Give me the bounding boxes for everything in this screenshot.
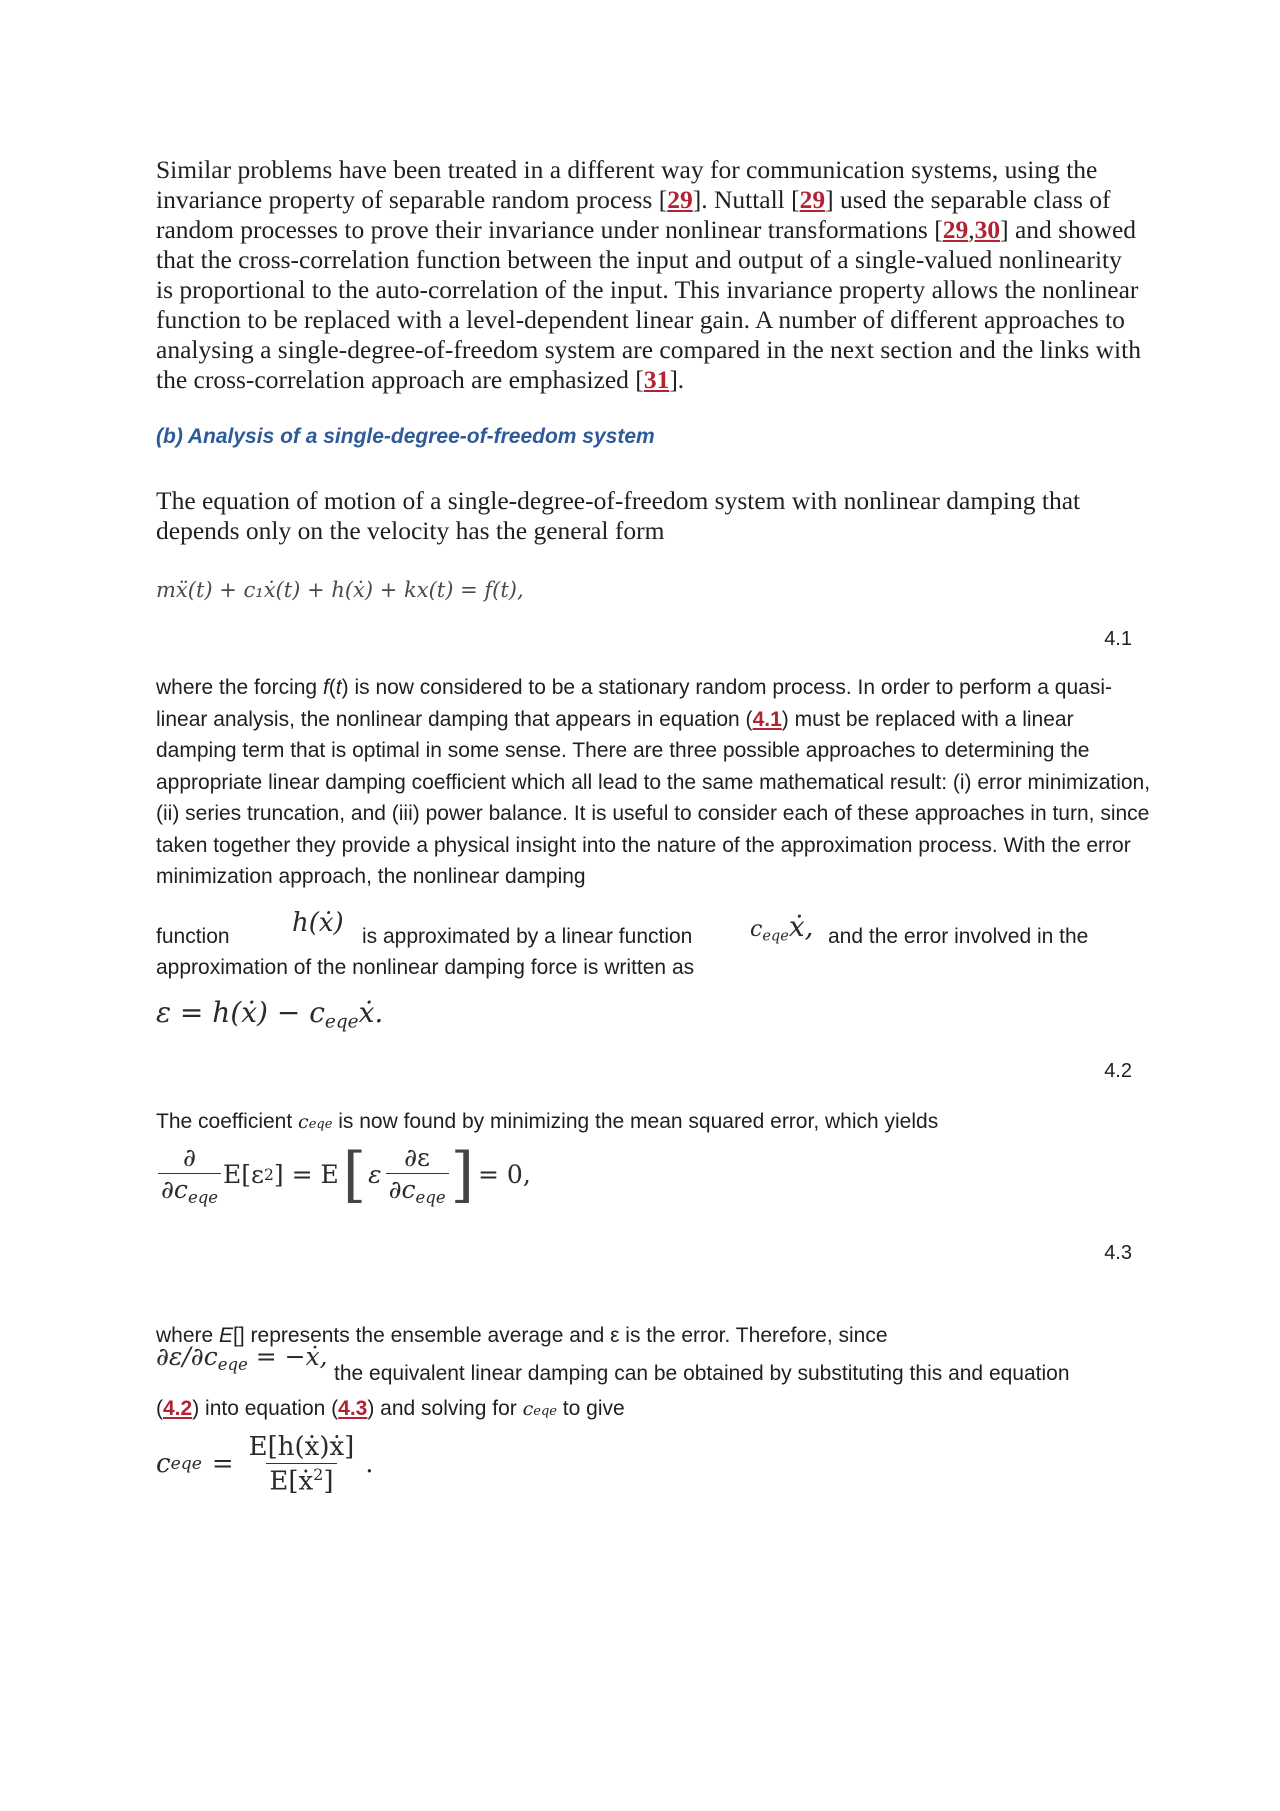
math-var-c: c	[298, 1111, 309, 1133]
frac-denominator	[266, 1463, 336, 1497]
equation-number-4-2: 4.2	[1104, 1060, 1132, 1082]
math-subscript: eqe	[308, 1117, 333, 1132]
equation-4-2	[156, 996, 383, 1033]
text-run: to give	[556, 1397, 625, 1420]
text-run: is now found by minimizing the mean squared error, which yields	[332, 1110, 939, 1133]
text-approximated: is approximated by a linear function	[362, 925, 693, 948]
equation-link-4-3[interactable]: 4.3	[338, 1397, 368, 1420]
math-var: ẋ,	[788, 910, 814, 943]
left-bracket: [	[342, 1139, 367, 1210]
math-run: = 0,	[478, 1160, 531, 1190]
frac-numerator: ∂	[183, 1143, 196, 1172]
word-function: function	[156, 925, 230, 948]
citation-link-31[interactable]: 31	[643, 365, 670, 394]
frac-numerator: E[h(ẋ)ẋ]	[248, 1432, 355, 1462]
citation-link-29[interactable]: 29	[942, 215, 969, 244]
math-subscript: eqe	[324, 1011, 359, 1033]
math-run: ∂c	[388, 1175, 416, 1204]
math-operator: =	[211, 1449, 234, 1480]
math-var	[522, 1398, 557, 1420]
math-superscript: 2	[313, 1465, 324, 1484]
frac-denominator	[386, 1173, 449, 1207]
partial-fraction	[158, 1143, 221, 1207]
inline-math-c-eqe-x	[750, 910, 814, 944]
equation-number-4-1: 4.1	[1104, 628, 1132, 650]
math-run: ∂c	[161, 1175, 188, 1204]
substitution-line	[156, 1393, 1156, 1428]
text-run: [] represents the ensemble average and ε is the error. Therefore, since	[233, 1324, 888, 1347]
text-equivalent-damping: the equivalent linear damping can be obtained by substituting this and equation	[334, 1362, 1070, 1385]
text-run: where	[156, 1324, 220, 1347]
text-run: ] used the separable class of random processes to prove their invariance under nonlinear transformations [	[156, 185, 1111, 244]
math-var: ε	[368, 1160, 382, 1190]
intro-paragraph	[156, 155, 1141, 395]
text-run: ) and solving for	[367, 1397, 523, 1420]
math-run: E[ẋ	[269, 1466, 314, 1497]
citation-link-29[interactable]: 29	[799, 185, 826, 214]
text-run: (	[156, 1397, 163, 1420]
math-run: ε = h(ẋ) − c	[156, 996, 325, 1029]
math-superscript: 2	[264, 1165, 274, 1184]
text-run: The coefficient	[156, 1110, 299, 1133]
text-run: ) must be replaced with a linear damping term that is optimal in some sense. There are three possible approaches to determining the appropriate linear damping coefficient which all lead to the same mathematical result: (i) error minimization, (ii) series truncation, and (iii) power balance. It is useful to consider each of these approaches in turn, since taken together they provide a physical insight into the nature of the approximation process. With the error minimization approach, the nonlinear damping	[156, 707, 1151, 888]
math-subscript: eqe	[187, 1187, 219, 1207]
math-var: t	[335, 676, 342, 699]
equation-link-4-1[interactable]: 4.1	[752, 707, 782, 731]
forcing-paragraph	[156, 672, 1156, 893]
math-subscript: eqe	[762, 928, 789, 945]
math-var: c	[750, 917, 763, 942]
math-var-c: c	[522, 1398, 534, 1420]
equation-number-4-3: 4.3	[1104, 1242, 1132, 1264]
math-var: c	[156, 1449, 171, 1480]
partial-fraction	[386, 1143, 449, 1207]
citation-link-30[interactable]: 30	[974, 215, 1001, 244]
text-run: where the forcing	[156, 676, 323, 699]
inline-math-h: h(ẋ)	[292, 908, 344, 938]
text-run: ) is now considered to be a stationary random process. In order to perform a quasi-linear analysis, the nonlinear damping that appears in equation (	[156, 676, 1113, 731]
text-run: ) into equation (	[192, 1397, 339, 1420]
math-var	[298, 1111, 333, 1133]
citation-link-29[interactable]: 29	[667, 185, 693, 214]
text-run: ] and showed that the cross-correlation function between the input and output of a single-valued nonlinearity is proportional to the auto-correlation of the input. This invariance property allows the nonlinear function to be replaced with a level-dependent linear gain. A number of different approaches to analysing a single-degree-of-freedom system are compared in the next section and the links with the cross-correlation approach are emphasized [	[156, 215, 1141, 394]
text-run: ].	[669, 365, 685, 394]
math-subscript: eqe	[217, 1354, 248, 1374]
equation-4-3	[156, 1139, 531, 1210]
text-error-involved: and the error involved in the	[828, 925, 1089, 948]
math-var: f	[322, 676, 329, 699]
math-subscript: eqe	[170, 1454, 202, 1475]
text-approximation-line: approximation of the nonlinear damping force is written as	[156, 956, 695, 979]
result-fraction	[246, 1432, 358, 1497]
text-run: (	[328, 676, 336, 699]
coefficient-paragraph	[156, 1106, 1156, 1141]
equation-4-1: mẍ(t) + c₁ẋ(t) + h(ẋ) + kx(t) = f(t),	[156, 578, 524, 602]
math-run: E[ε	[223, 1160, 264, 1190]
math-punctuation: .	[365, 1449, 374, 1480]
equation-4-4	[156, 1432, 374, 1497]
frac-numerator: ∂ε	[404, 1143, 431, 1172]
math-var: E	[219, 1324, 234, 1347]
motion-paragraph: The equation of motion of a single-degree-of-freedom system with nonlinear damping that depends only on the velocity has the general form	[156, 486, 1081, 545]
math-subscript: eqe	[533, 1404, 557, 1419]
equation-link-4-2[interactable]: 4.2	[163, 1397, 193, 1420]
math-run: ∂ε/∂c	[156, 1342, 218, 1371]
text-run: ]. Nuttall [	[692, 185, 800, 214]
math-run: ẋ.	[358, 996, 384, 1029]
text-run: ,	[968, 215, 975, 244]
frac-denominator	[158, 1173, 221, 1207]
math-run: ] = E	[273, 1160, 339, 1190]
right-bracket: ]	[450, 1139, 475, 1210]
math-run: ]	[323, 1466, 334, 1497]
section-heading: (b) Analysis of a single-degree-of-freedom system	[156, 425, 655, 448]
inline-math-derivative	[156, 1342, 328, 1374]
math-run: = −ẋ,	[247, 1342, 328, 1371]
math-subscript: eqe	[415, 1187, 446, 1207]
text-run: Similar problems have been treated in a different way for communication systems, using the invariance property of separable random process [	[156, 155, 1098, 214]
